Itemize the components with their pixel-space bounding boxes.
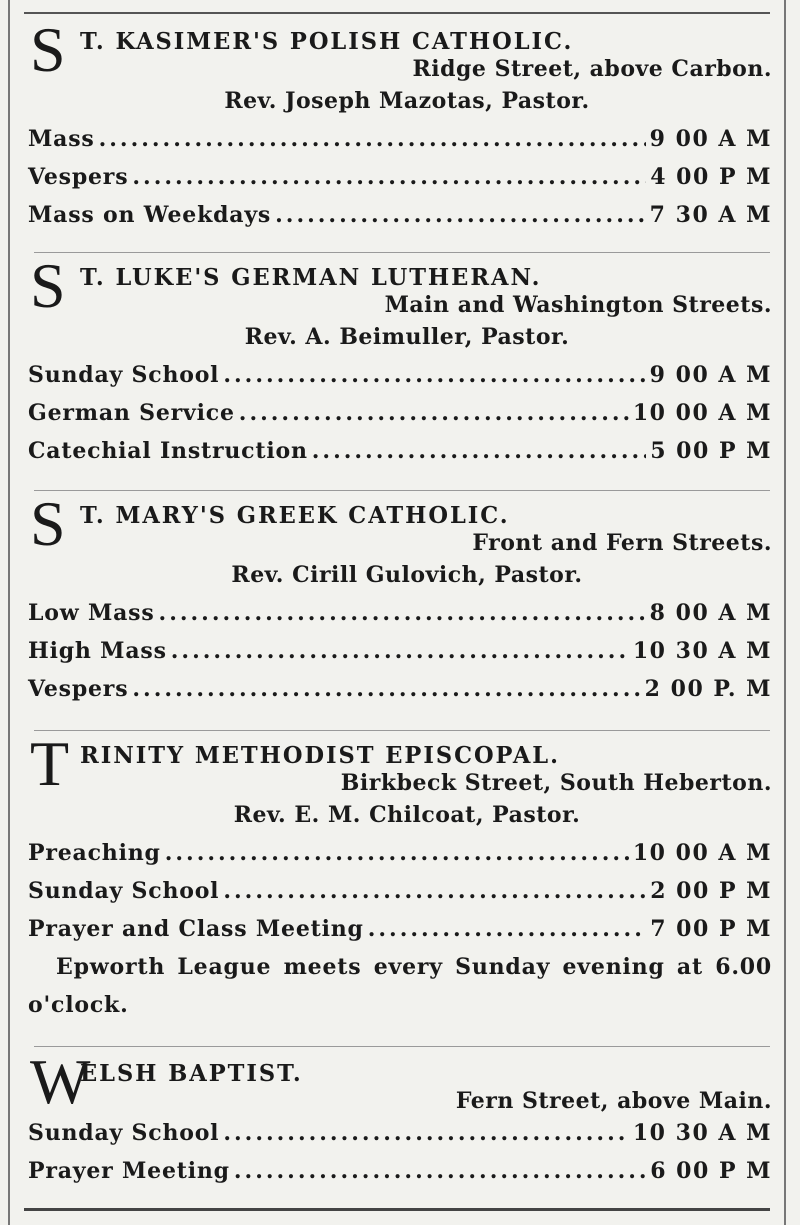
- service-time: 10 00 A M: [632, 840, 772, 866]
- service-name: Vespers: [28, 676, 129, 702]
- leader-dots: [312, 432, 646, 470]
- service-row: [28, 196, 772, 234]
- church-title: T. LUKE'S GERMAN LUTHERAN.: [80, 264, 542, 291]
- service-time: 6 00 P M: [650, 1158, 772, 1184]
- service-row: [28, 394, 772, 432]
- church-pastor: Rev. Joseph Mazotas, Pastor.: [224, 88, 590, 114]
- section-divider: [34, 490, 770, 491]
- service-time: 10 30 A M: [632, 1120, 772, 1146]
- church-listing: [28, 14, 772, 234]
- service-time: 9 00 A M: [649, 362, 772, 388]
- drop-cap: T: [30, 728, 70, 799]
- church-title: T. KASIMER'S POLISH CATHOLIC.: [80, 28, 574, 55]
- service-time: 9 00 A M: [649, 126, 772, 152]
- service-name: Preaching: [28, 840, 161, 866]
- church-listing: [28, 728, 772, 1024]
- service-name: Mass: [28, 126, 95, 152]
- leader-dots: [171, 632, 629, 670]
- leader-dots: [223, 1114, 629, 1152]
- leader-dots: [165, 834, 629, 872]
- service-row: [28, 910, 772, 948]
- leader-dots: [132, 670, 640, 708]
- leader-dots: [223, 872, 646, 910]
- drop-cap: S: [30, 14, 66, 85]
- church-pastor: Rev. E. M. Chilcoat, Pastor.: [233, 802, 581, 828]
- leader-dots: [99, 120, 646, 158]
- drop-cap: S: [30, 250, 66, 321]
- leader-dots: [234, 1152, 646, 1190]
- leader-dots: [159, 594, 646, 632]
- church-address: Birkbeck Street, South Heberton.: [340, 770, 772, 796]
- church-address: Fern Street, above Main.: [455, 1088, 772, 1114]
- church-heading: [28, 250, 772, 321]
- left-border-rule: [8, 0, 10, 1225]
- service-row: [28, 120, 772, 158]
- service-row: [28, 594, 772, 632]
- service-name: Sunday School: [28, 878, 220, 904]
- section-divider: [34, 252, 770, 253]
- church-address: Front and Fern Streets.: [472, 530, 772, 556]
- service-time: 4 00 P M: [650, 164, 772, 190]
- church-address: Ridge Street, above Carbon.: [412, 56, 772, 82]
- service-name: Vespers: [28, 164, 129, 190]
- leader-dots: [368, 910, 646, 948]
- service-time: 10 30 A M: [632, 638, 772, 664]
- service-name: Prayer and Class Meeting: [28, 916, 364, 942]
- leader-dots: [223, 356, 645, 394]
- bottom-rule: [24, 1208, 770, 1211]
- service-row: [28, 432, 772, 470]
- church-heading: [28, 14, 772, 85]
- section-divider: [34, 1046, 770, 1047]
- service-row: [28, 632, 772, 670]
- service-name: Prayer Meeting: [28, 1158, 230, 1184]
- church-heading: [28, 1046, 772, 1117]
- service-row: [28, 356, 772, 394]
- service-time: 2 00 P M: [650, 878, 772, 904]
- section-divider: [34, 730, 770, 731]
- church-title: ELSH BAPTIST.: [80, 1060, 303, 1087]
- service-time: 8 00 A M: [649, 600, 772, 626]
- leader-dots: [275, 196, 646, 234]
- service-time: 10 00 A M: [632, 400, 772, 426]
- service-name: Mass on Weekdays: [28, 202, 272, 228]
- top-rule: [24, 12, 770, 14]
- drop-cap: S: [30, 488, 66, 559]
- service-row: [28, 834, 772, 872]
- service-name: Sunday School: [28, 362, 220, 388]
- church-listing: [28, 250, 772, 470]
- leader-dots: [239, 394, 629, 432]
- service-time: 5 00 P M: [650, 438, 772, 464]
- service-row: [28, 670, 772, 708]
- church-pastor: Rev. A. Beimuller, Pastor.: [244, 324, 570, 350]
- church-title: RINITY METHODIST EPISCOPAL.: [80, 742, 560, 769]
- service-row: [28, 1152, 772, 1190]
- church-heading: [28, 728, 772, 799]
- church-title: T. MARY'S GREEK CATHOLIC.: [80, 502, 510, 529]
- service-time: 7 00 P M: [650, 916, 772, 942]
- church-pastor: Rev. Cirill Gulovich, Pastor.: [231, 562, 583, 588]
- service-name: High Mass: [28, 638, 167, 664]
- right-border-rule: [784, 0, 786, 1225]
- church-note: Epworth League meets every Sunday evening at 6.00 o'clock.: [28, 954, 772, 1018]
- service-name: German Service: [28, 400, 235, 426]
- drop-cap: W: [30, 1046, 91, 1117]
- service-row: [28, 1114, 772, 1152]
- church-address: Main and Washington Streets.: [384, 292, 772, 318]
- service-row: [28, 158, 772, 196]
- church-heading: [28, 488, 772, 559]
- church-listing: [28, 488, 772, 708]
- service-name: Sunday School: [28, 1120, 220, 1146]
- service-time: 7 30 A M: [649, 202, 772, 228]
- service-time: 2 00 P. M: [644, 676, 772, 702]
- service-name: Catechial Instruction: [28, 438, 308, 464]
- leader-dots: [132, 158, 646, 196]
- service-row: [28, 872, 772, 910]
- church-listing: [28, 1046, 772, 1190]
- service-name: Low Mass: [28, 600, 155, 626]
